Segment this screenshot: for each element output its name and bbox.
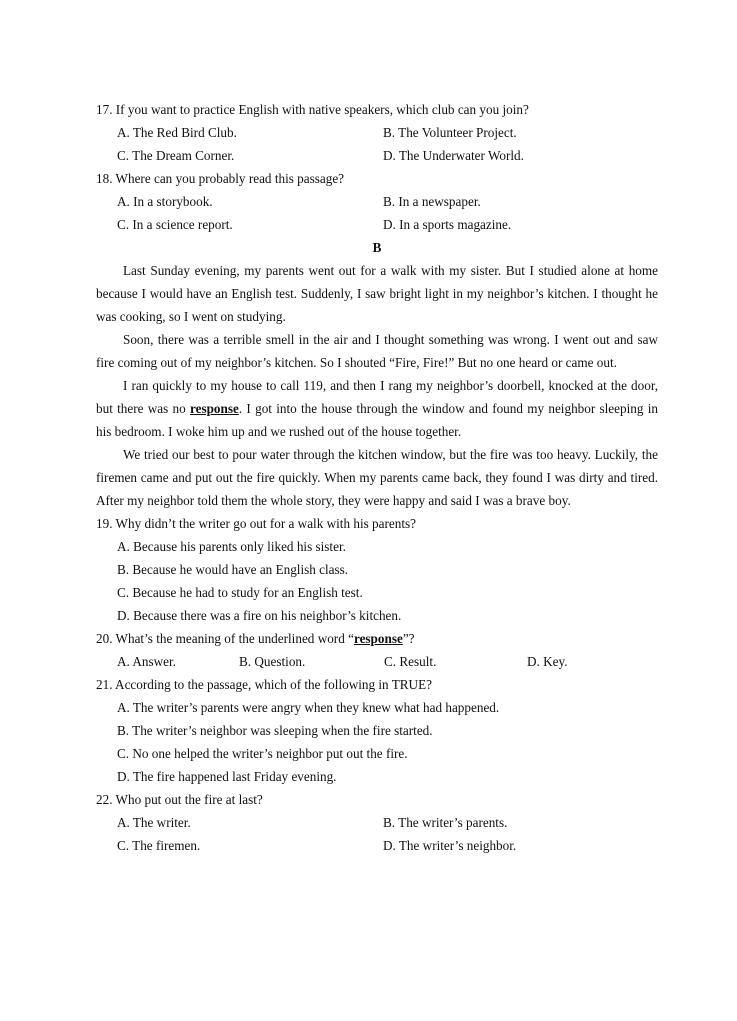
question-stem-text-after: ”? [402,631,415,646]
option-c: C. No one helped the writer’s neighbor put out the fire. [117,746,408,761]
passage-paragraph-3 [96,374,658,443]
question-19-stem [96,512,658,535]
question-20-options-row [96,650,658,673]
option-c: C. In a science report. [117,217,233,232]
question-22-options-row-2 [96,834,658,857]
passage-paragraph-1: Last Sunday evening, my parents went out for a walk with my sister. But I studied alone at home because I would have an English test. Suddenly, I saw bright light in my neighbor’s kitchen. I thought he was cooking, so I went on studying. [96,263,658,324]
question-18-stem [96,167,658,190]
option-d: D. Because there was a fire on his neighbor’s kitchen. [117,608,402,623]
option-c: C. The firemen. [117,838,201,853]
question-22-stem [96,788,658,811]
option-b: B. Question. [239,654,306,669]
underlined-word-response: response [353,631,403,646]
option-b: B. The Volunteer Project. [383,125,517,140]
paragraph-text-after: . I got into the house through the window and found my neighbor sleeping in his bedroom. I woke him up and we rushed out of the house together. [96,401,658,439]
question-19-option-c-row [96,581,658,604]
question-stem-text: 17. If you want to practice English with native speakers, which club can you join? [96,102,529,117]
option-a: A. The writer’s parents were angry when they knew what had happened. [117,700,500,715]
question-stem-text-before: 20. What’s the meaning of the underlined word “ [96,631,354,646]
question-stem-text: 22. Who put out the fire at last? [96,792,263,807]
passage-paragraph-2: Soon, there was a terrible smell in the air and I thought something was wrong. I went out and saw fire coming out of my neighbor’s kitchen. So I shouted “Fire, Fire!” But no one heard or came out. [96,332,658,370]
option-a: A. The writer. [117,815,191,830]
option-b: B. In a newspaper. [383,194,481,209]
option-d: D. The Underwater World. [383,148,524,163]
question-19-option-a-row [96,535,658,558]
question-17-options-row-2 [96,144,658,167]
option-a: A. Answer. [117,654,176,669]
option-a: A. Because his parents only liked his sister. [117,539,346,554]
option-d: D. Key. [527,654,568,669]
question-21-option-a-row [96,696,658,719]
exam-page [96,98,658,857]
paragraph-text-before: I ran quickly to my house to call 119, and then I rang my neighbor’s doorbell, knocked at the door, but there was no [96,378,658,416]
question-21-option-b-row [96,719,658,742]
section-b-title: B [372,240,382,255]
option-c: C. Because he had to study for an English test. [117,585,363,600]
question-21-option-d-row [96,765,658,788]
option-b: B. The writer’s neighbor was sleeping when the fire started. [117,723,433,738]
question-18-options-row-2 [96,213,658,236]
underlined-word-response: response [190,401,239,416]
option-a: A. The Red Bird Club. [117,125,237,140]
question-stem-text: 21. According to the passage, which of the following in TRUE? [96,677,432,692]
option-c: C. The Dream Corner. [117,148,235,163]
question-18-options-row-1 [96,190,658,213]
option-b: B. The writer’s parents. [383,815,508,830]
question-22-options-row-1 [96,811,658,834]
option-a: A. In a storybook. [117,194,213,209]
question-17-options-row-1 [96,121,658,144]
option-c: C. Result. [384,654,437,669]
question-21-option-c-row [96,742,658,765]
question-stem-text: 19. Why didn’t the writer go out for a walk with his parents? [96,516,416,531]
option-d: D. In a sports magazine. [383,217,512,232]
question-17-stem [96,98,658,121]
question-19-option-b-row [96,558,658,581]
option-d: D. The fire happened last Friday evening. [117,769,337,784]
passage-paragraph-4: We tried our best to pour water through the kitchen window, but the fire was too heavy. Luckily, the firemen came and put out the fire quickly. When my parents came back, they found I was dirty and tired. After my neighbor told them the whole story, they were happy and said I was a brave boy. [96,447,658,508]
question-stem-text: 18. Where can you probably read this passage? [96,171,345,186]
question-21-stem [96,673,658,696]
option-d: D. The writer’s neighbor. [383,838,517,853]
question-20-stem [96,627,658,650]
question-19-option-d-row [96,604,658,627]
option-b: B. Because he would have an English class. [117,562,349,577]
